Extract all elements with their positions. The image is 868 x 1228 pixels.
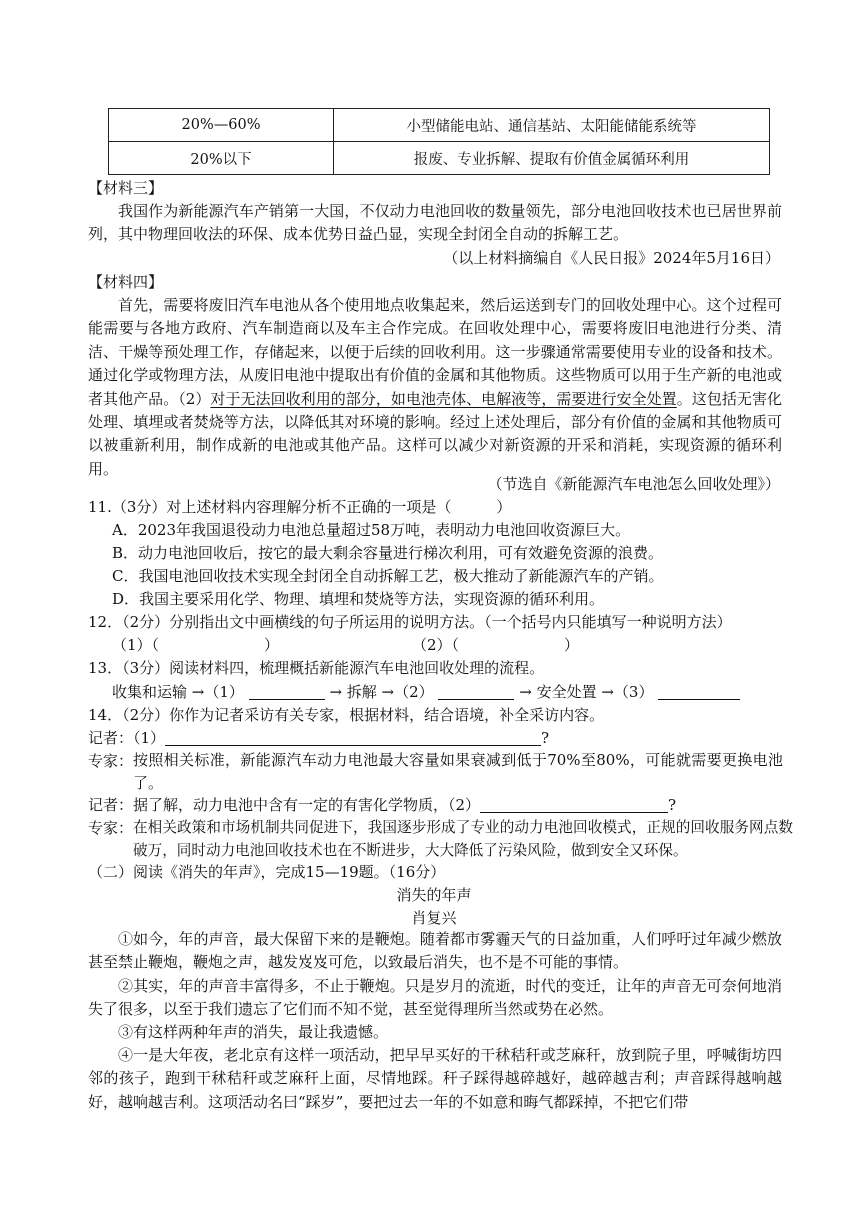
table-row — [109, 142, 770, 175]
essay-paragraph-2: ②其实，年的声音丰富得多，不止于鞭炮。只是岁月的流逝，时代的变迁，让年的声音无可奈何地消失了很多，以至于我们遗忘了它们而不知不觉，甚至觉得理所当然或势在必然。 — [88, 977, 782, 1019]
material-3-source: （以上材料摘编自《人民日报》2024年5月16日） — [443, 249, 780, 267]
reporter-question-2: 记者：据了解，动力电池中含有一定的有害化学物质，（2） — [88, 796, 481, 814]
material-4-text — [88, 294, 782, 481]
question-mark: ? — [541, 729, 550, 747]
material-4-text-part2: 。这包括无害化处理、填埋或者焚烧等方法，以降低其对环境的影响。经过上述处理后，部分有价值的金属和其他物质可以被重新利用，制作成新的电池或其他产品。这样可以减少对新资源的开采和消耗，实现资源的循环利用。 — [88, 389, 782, 478]
question-13-stem: 13．（3分）阅读材料四，梳理概括新能源汽车电池回收处理的流程。 — [88, 659, 545, 677]
table-cell: 20%—60% — [109, 109, 334, 142]
q13-blank-3[interactable] — [658, 684, 740, 700]
q13-blank-2[interactable] — [438, 684, 514, 700]
reporter-question-1: 记者：（1） — [88, 729, 166, 747]
underlined-sentence: 对于无法回收利用的部分，如电池壳体、电解液等，需要进行安全处置 — [210, 389, 677, 408]
q11-option-d: D．我国主要采用化学、物理、填埋和焚烧等方法，实现资源的循环利用。 — [112, 590, 605, 608]
q11-option-b: B．动力电池回收后，按它的最大剩余容量进行梯次利用，可有效避免资源的浪费。 — [112, 544, 664, 562]
expert-label-2: 专家： — [88, 819, 134, 837]
question-14-stem: 14．（2分）你作为记者采访有关专家，根据材料，结合语境，补全采访内容。 — [88, 706, 605, 724]
essay-paragraph-1: ①如今，年的声音，最大保留下来的是鞭炮。随着都市雾霾天气的日益加重，人们呼吁过年减少燃放甚至禁止鞭炮，鞭炮之声，越发岌岌可危，以致最后消失，也不是不可能的事情。 — [88, 930, 782, 972]
question-12-stem: 12．（2分）分别指出文中画横线的句子所运用的说明方法。（一个括号内只能填写一种说明方法） — [88, 613, 732, 631]
q13-step-1: 收集和运输 →（1） — [112, 683, 244, 701]
table-cell: 报废、专业拆解、提取有价值金属循环利用 — [334, 142, 770, 175]
expert-answer-1: 按照相关标准，新能源汽车动力电池最大容量如果衰减到低于70%至80%，可能就需要更换电池了。 — [133, 751, 783, 793]
battery-capacity-table — [108, 108, 770, 175]
q13-step-2: → 拆解 →（2） — [329, 683, 434, 701]
essay-author: 肖复兴 — [411, 909, 457, 927]
reporter-line-1 — [88, 728, 549, 749]
material-3-title: 【材料三】 — [88, 179, 164, 197]
material-4-title: 【材料四】 — [88, 273, 164, 291]
q13-blank-1[interactable] — [249, 684, 325, 700]
question-11-stem: 11.（3分）对上述材料内容理解分析不正确的一项是（ ） — [88, 498, 512, 516]
q13-flow — [112, 682, 740, 703]
table-row — [109, 109, 770, 142]
section-2-heading: （二）阅读《消失的年声》，完成15—19题。（16分） — [88, 863, 446, 881]
q12-blank-1[interactable]: （1）（ ） — [112, 636, 280, 654]
question-mark: ? — [668, 796, 677, 814]
interview-blank-1[interactable] — [165, 730, 541, 746]
expert-label-1: 专家： — [88, 752, 134, 770]
essay-paragraph-3: ③有这样两种年声的消失，最让我遗憾。 — [118, 1023, 389, 1041]
reporter-line-2 — [88, 795, 676, 816]
q11-option-a: A．2023年我国退役动力电池总量超过58万吨，表明动力电池回收资源巨大。 — [112, 521, 631, 539]
q11-option-c: C．我国电池回收技术实现全封闭全自动拆解工艺，极大推动了新能源汽车的产销。 — [112, 567, 664, 585]
table-cell: 小型储能电站、通信基站、太阳能储能系统等 — [334, 109, 770, 142]
table-cell: 20%以下 — [109, 142, 334, 175]
material-3-text: 我国作为新能源汽车产销第一大国，不仅动力电池回收的数量领先，部分电池回收技术也已居世界前列，其中物理回收法的环保、成本优势日益凸显，实现全封闭全自动的拆解工艺。 — [88, 202, 782, 244]
q13-step-3: → 安全处置 →（3） — [519, 683, 654, 701]
essay-paragraph-4: ④一是大年夜，老北京有这样一项活动，把早早买好的干秫秸秆或芝麻秆，放到院子里，呼喊街坊四邻的孩子，跑到干秫秸秆或芝麻秆上面，尽情地踩。秆子踩得越碎越好，越碎越吉利；声音踩得越响越好，越响越吉利。这项活动名曰“踩岁”，要把过去一年的不如意和晦气都踩掉，不把它们带 — [88, 1046, 782, 1111]
material-4-source: （节选自《新能源汽车电池怎么回收处理》） — [487, 475, 780, 493]
interview-blank-2[interactable] — [480, 797, 668, 813]
expert-answer-2: 在相关政策和市场机制共同促进下，我国逐步形成了专业的动力电池回收模式，正规的回收服务网点数破万，同时动力电池回收技术也在不断进步，大大降低了污染风险，做到安全又环保。 — [133, 819, 793, 860]
essay-title: 消失的年声 — [396, 886, 472, 904]
material-4-text-part1: 首先，需要将废旧汽车电池从各个使用地点收集起来，然后运送到专门的回收处理中心。这个过程可能需要与各地方政府、汽车制造商以及车主合作完成。在回收处理中心，需要将废旧电池进行分类、清洁、干燥等预处理工作，存储起来，以便于后续的回收利用。这一步骤通常需要使用专业的设备和技术。通过化学或物理方法，从废旧电池中提取出有价值的金属和其他物质。这些物质可以用于生产新的电池或者其他产品。（2） — [88, 296, 782, 408]
q12-blank-2[interactable]: （2）（ ） — [412, 636, 580, 654]
